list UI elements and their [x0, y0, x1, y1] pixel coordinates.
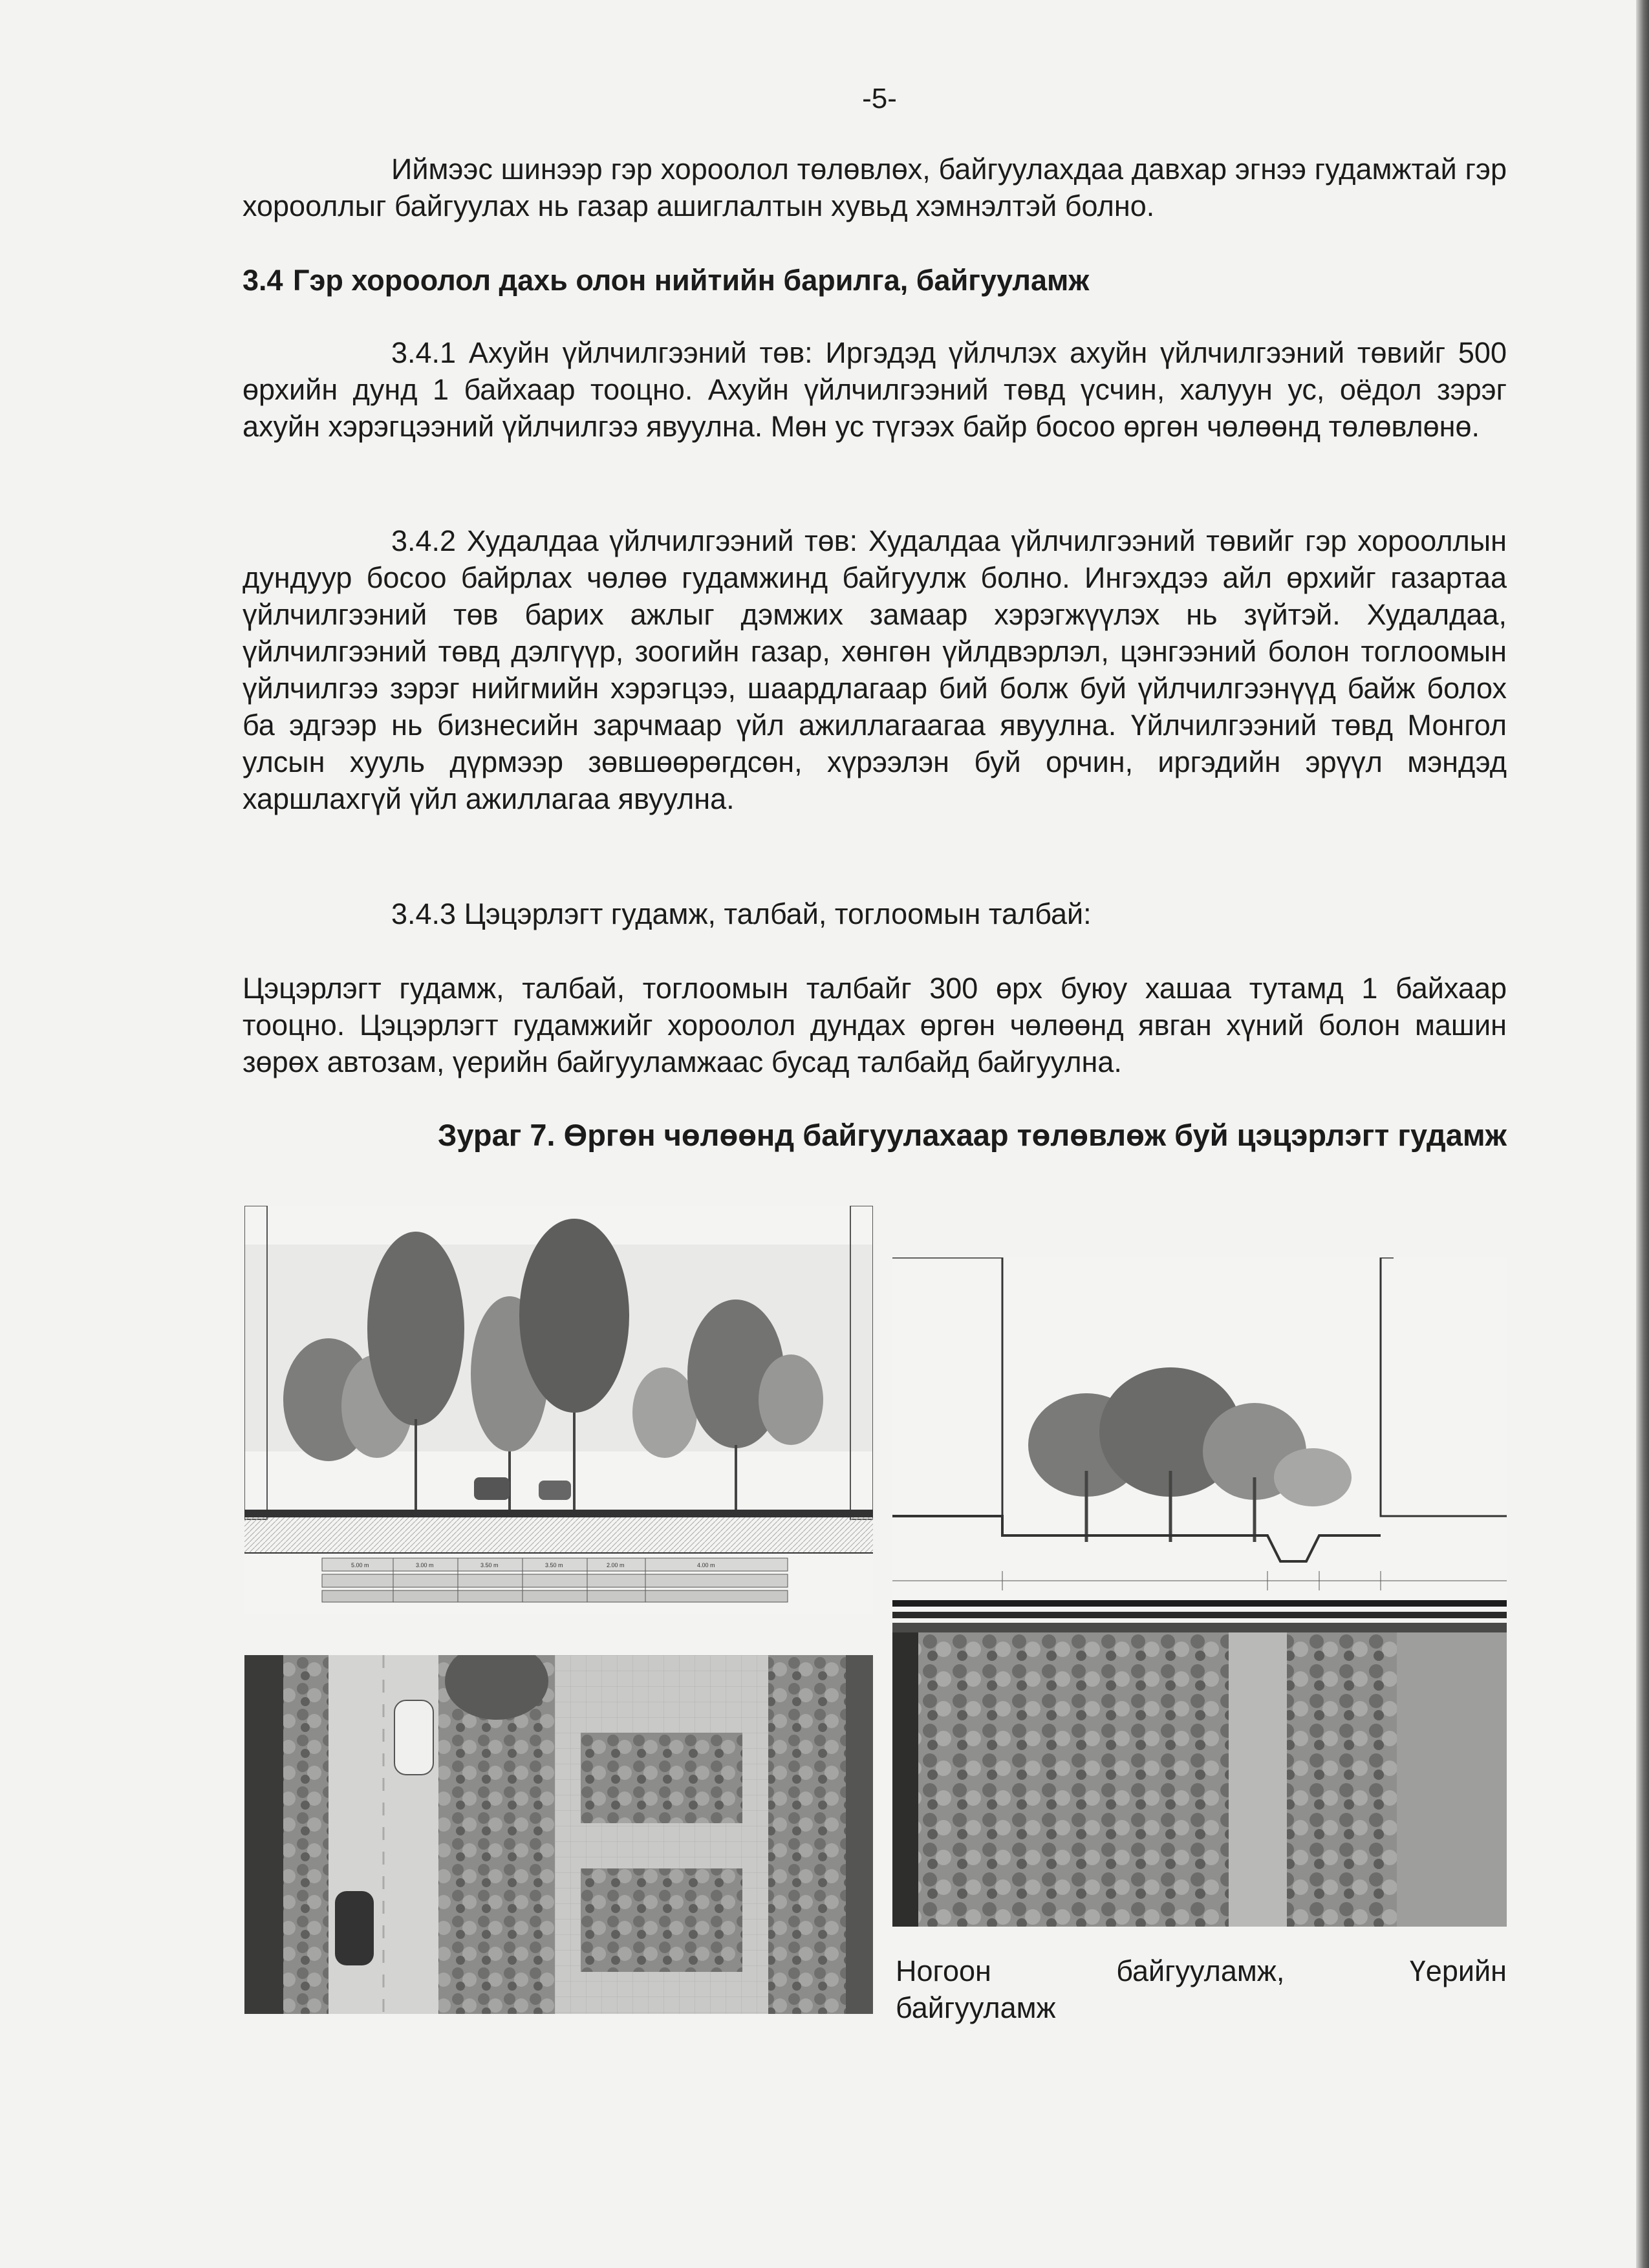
- paragraph-3-4-3-body: Цэцэрлэгт гудамж, талбай, тоглоомын талбайг 300 өрх буюу хашаа тутамд 1 байхаар тооцно. Цэцэрлэгт гудамжийг хороолол дундах өргөн чөлөөнд явган хүний болон машин зөрөх автозам, үерийн байгууламжаас бусад талбайд байгуулна.: [242, 972, 1507, 1078]
- paragraph-3-4-1: 3.4.1 Ахуйн үйлчилгээний төв: Иргэдэд үйлчлэх ахуйн үйлчилгээний төвийг 500 өрхийн дунд 1 байхаар тооцно. Ахуйн үйлчилгээний төвд үсчин, халуун ус, оёдол зэрэг ахуйн хэрэгцээний үйлчилгээ явуулна. Мөн ус түгээх байр босоо өргөн чөлөөнд төлөвлөнө.: [242, 336, 1507, 443]
- section-title: Гэр хороолол дахь олон нийтийн барилга, байгууламж: [293, 264, 1090, 297]
- dim-label-1: 5.00 m: [351, 1562, 369, 1568]
- paragraph-3-4-2: 3.4.2 Худалдаа үйлчилгээний төв: Худалдаа үйлчилгээний төвийг гэр хорооллын дундуур босоо байрлах чөлөө гудамжинд байгуулж болно. Ингэхдээ айл өрхийг газартаа үйлчилгээний төв барих ажлыг дэмжих замаар хэрэгжүүлэх нь зүйтэй. Худалдаа, үйлчилгээний төвд дэлгүүр, зоогийн газар, хөнгөн үйлдвэрлэл, цэнгээний болон тоглоомын үйлчилгээ зэрэг нийгмийн хэрэгцээ, шаардлагаар бий болж буй үйлчилгээнүүд байж болох ба эдгээр нь бизнесийн зарчмаар үйл ажиллагаагаа явуулна. Үйлчилгээний төвд Монгол улсын хууль дүрмээр зөвшөөрөгдсөн, хүрээлэн буй орчин, иргэдийн эрүүл мэндэд харшлахгүй үйл ажиллагаа явуулна.: [242, 524, 1507, 815]
- dim-label-5: 2.00 m: [607, 1562, 625, 1568]
- dim-label-2: 3.00 m: [416, 1562, 434, 1568]
- legend-word-1: Ногоон: [896, 1954, 991, 1987]
- legend-line-2: байгууламж: [896, 1991, 1056, 2024]
- section-heading: [242, 262, 1507, 299]
- dim-label-4: 3.50 m: [545, 1562, 563, 1568]
- street-plan-left: [244, 1655, 873, 2014]
- section-number: 3.4: [242, 264, 283, 297]
- street-plan-right: [892, 1632, 1507, 1927]
- legend-line-1: [896, 1952, 1507, 1989]
- legend-word-2: байгууламж,: [1116, 1954, 1285, 1987]
- figure-legend: [896, 1952, 1507, 2026]
- street-section-left: [244, 1206, 873, 1614]
- legend-word-3: Үерийн: [1409, 1954, 1507, 1987]
- scan-edge: [1636, 0, 1649, 2268]
- page-number: -5-: [862, 83, 897, 114]
- dim-label-3: 3.50 m: [480, 1562, 499, 1568]
- figure-caption: Зураг 7. Өргөн чөлөөнд байгуулахаар төлөвлөж буй цэцэрлэгт гудамж: [437, 1118, 1507, 1152]
- street-section-right: [892, 1257, 1507, 1632]
- intro-paragraph: Иймээс шинээр гэр хороолол төлөвлөх, байгуулахдаа давхар эгнээ гудамжтай гэр хорооллыг байгуулах нь газар ашиглалтын хувьд хэмнэлтэй болно.: [242, 153, 1507, 222]
- dim-label-6: 4.00 m: [697, 1562, 715, 1568]
- paragraph-3-4-3-heading: 3.4.3 Цэцэрлэгт гудамж, талбай, тоглоомын талбай:: [391, 897, 1092, 930]
